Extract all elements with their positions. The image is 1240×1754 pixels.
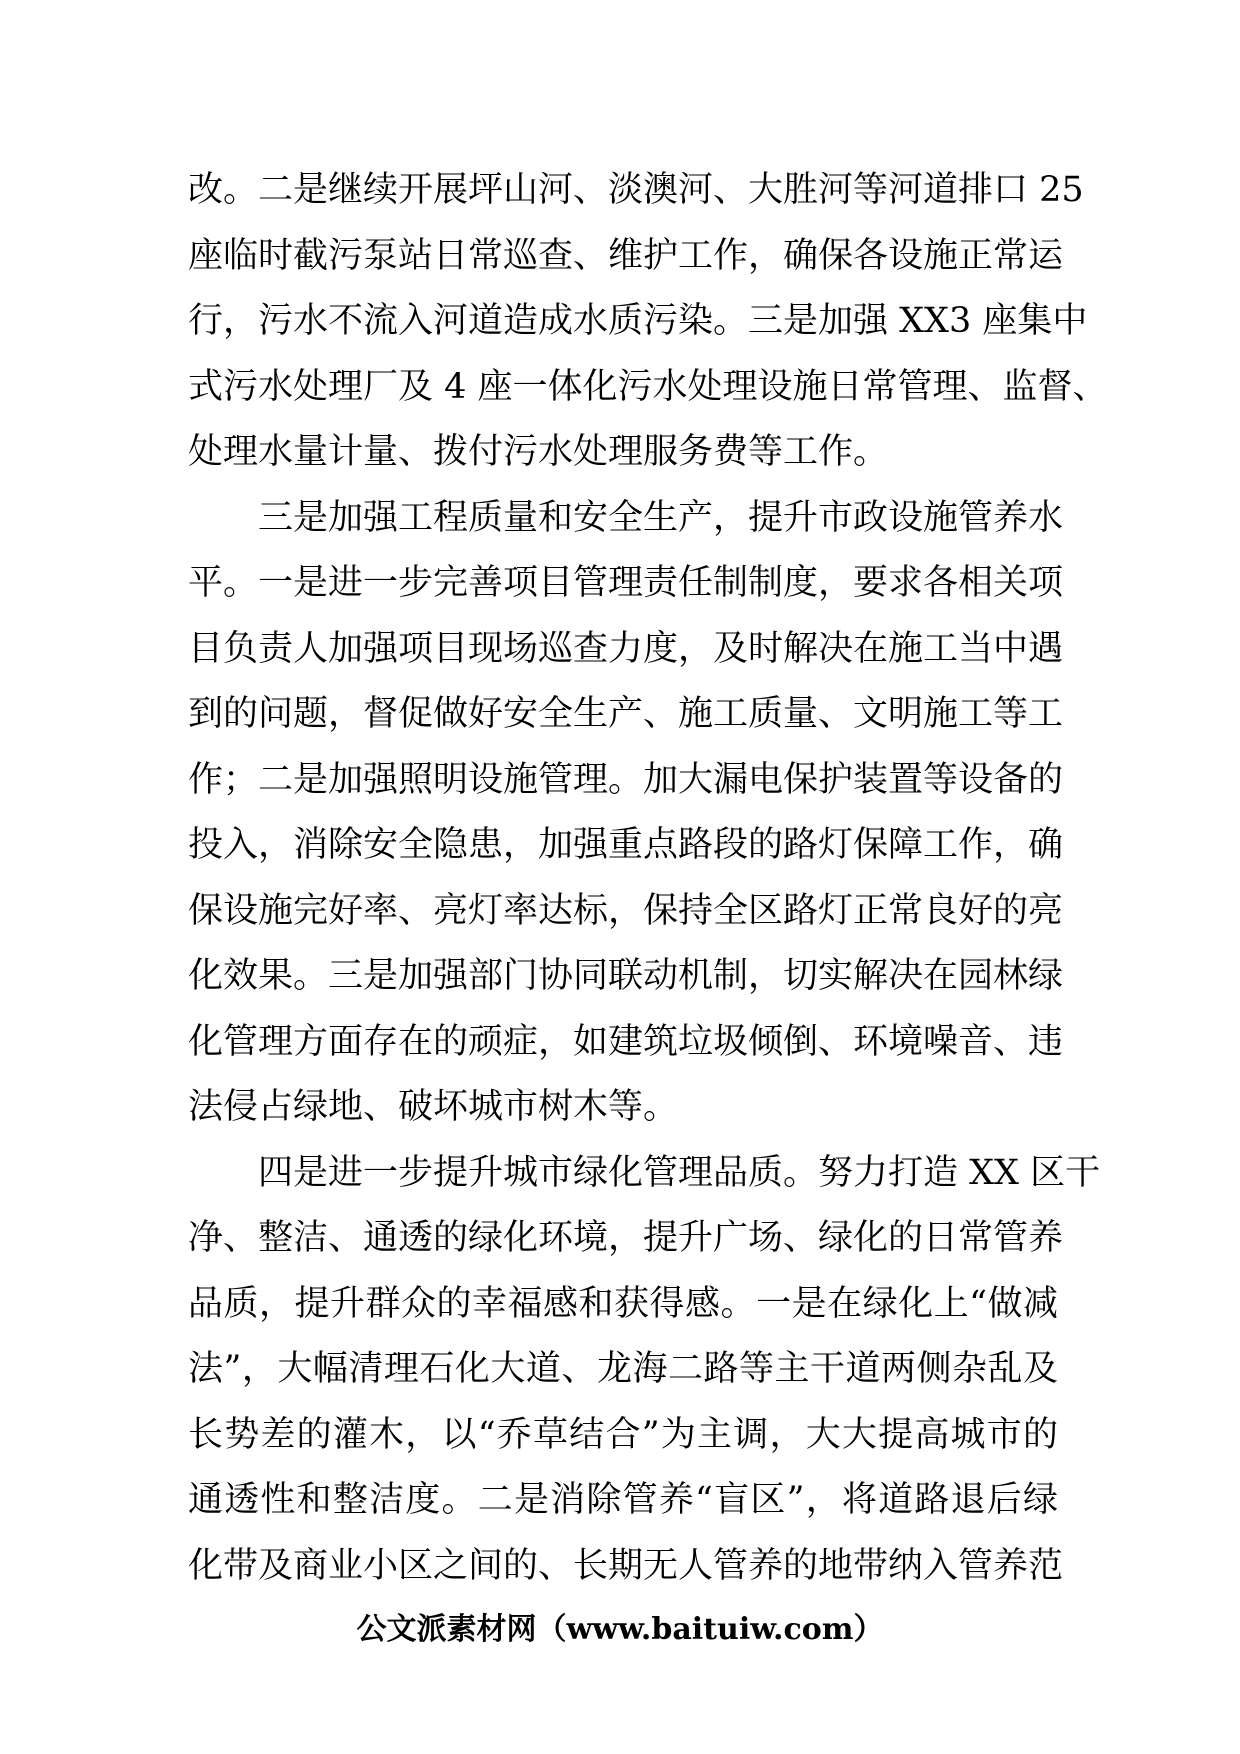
document-body [188,158,1108,1599]
text-line: 化效果。三是加强部门协同联动机制，切实解决在园林绿 [188,956,1064,996]
text-line: 式污水处理厂及 4 座一体化污水处理设施日常管理、监督、 [188,366,1108,407]
text-line: 投入，消除安全隐患，加强重点路段的路灯保障工作，确 [188,825,1064,865]
text-line: 作；二是加强照明设施管理。加大漏电保护装置等设备的 [188,759,1064,800]
text-line: 行，污水不流入河道造成水质污染。三是加强 XX3 座集中 [188,301,1088,341]
text-line: 座临时截污泵站日常巡查、维护工作，确保各设施正常运 [188,235,1064,276]
text-line: 通透性和整洁度。二是消除管养“盲区”，将道路退后绿 [188,1480,1058,1520]
text-line: 法侵占绿地、破坏城市树木等。 [188,1087,679,1127]
text-line: 化管理方面存在的顽症，如建筑垃圾倾倒、环境噪音、违 [188,1021,1064,1062]
text-line: 法”，大幅清理石化大道、龙海二路等主干道两侧杂乱及 [188,1349,1058,1389]
paragraph [188,1141,1101,1600]
text-line: 化带及商业小区之间的、长期无人管养的地带纳入管养范 [188,1545,1064,1586]
text-line: 四是进一步提升城市绿化管理品质。努力打造 XX 区干 [258,1152,1101,1193]
text-line: 品质，提升群众的幸福感和获得感。一是在绿化上“做减 [188,1283,1058,1324]
text-line: 目负责人加强项目现场巡查力度，及时解决在施工当中遇 [188,628,1064,669]
text-line: 改。二是继续开展坪山河、淡澳河、大胜河等河道排口 25 [188,170,1084,210]
text-line: 处理水量计量、拨付污水处理服务费等工作。 [188,432,889,472]
paragraph [188,158,1108,486]
text-line: 平。一是进一步完善项目管理责任制制度，要求各相关项 [188,563,1064,603]
text-line: 净、整洁、通透的绿化环境，提升广场、绿化的日常管养 [188,1218,1064,1258]
page-footer: 公文派素材网（www.baituiw.com） [356,1612,884,1647]
text-line: 长势差的灌木，以“乔草结合”为主调，大大提高城市的 [188,1414,1058,1455]
text-line: 三是加强工程质量和安全生产，提升市政设施管养水 [258,497,1064,538]
text-line: 到的问题，督促做好安全生产、施工质量、文明施工等工 [188,694,1064,734]
paragraph [188,486,1064,1141]
text-line: 保设施完好率、亮灯率达标，保持全区路灯正常良好的亮 [188,890,1064,931]
